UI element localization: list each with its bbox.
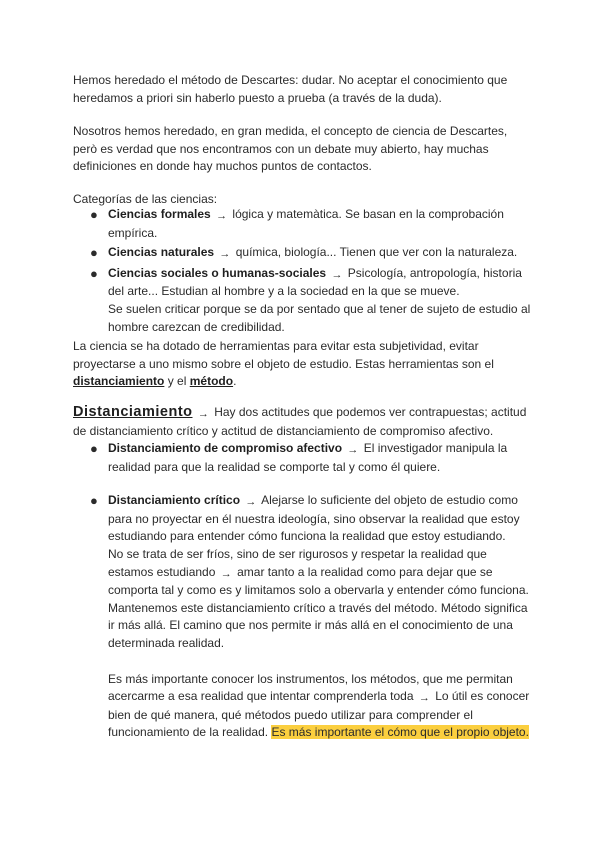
categories-list	[90, 206, 533, 338]
paragraph-science-concept: Nosotros hemos heredado, en gran medida, el concepto de ciencia de Descartes, però es verdad que nos encontramos con un debate muy abierto, hay muchas definiciones en donde hay muchos puntos de contactos.	[73, 124, 508, 174]
bullet-icon: ●	[90, 207, 98, 222]
list-item-natural-sciences	[90, 244, 533, 263]
highlighted-conclusion: Es más importante el cómo que el propio objeto.	[271, 725, 529, 740]
arrow-icon: →	[216, 210, 228, 222]
term-natural-sciences: Ciencias naturales	[108, 245, 215, 260]
tools-end: .	[233, 374, 237, 389]
arrow-icon: →	[418, 692, 430, 705]
term-distanciamiento-critico: Distanciamiento crítico	[108, 493, 241, 508]
term-metodo: método	[189, 374, 234, 389]
paragraph-descartes-method: Hemos heredado el método de Descartes: dudar. No aceptar el conocimiento que heredamos a priori sin haberlo puesto a prueba (a través de la duda).	[73, 73, 508, 105]
categories-intro: Categorías de las ciencias:	[73, 192, 218, 206]
rigor-text-a: No se trata de ser fríos, sino de ser rigurosos y respetar la realidad que estamos estudiando	[108, 546, 487, 579]
term-distanciamiento: distanciamiento	[73, 374, 165, 389]
paragraph-tools	[73, 338, 533, 391]
list-item-distanciamiento-critico	[90, 492, 533, 742]
tools-text: La ciencia se ha dotado de herramientas para evitar esta subjetividad, evitar proyectarse a uno mismo sobre el objeto de estudio. Estas herramientas son el	[73, 339, 494, 371]
desc-formal-sciences: lógica y matemàtica. Se basan en la comprobación empírica.	[108, 207, 504, 240]
desc-distanciamiento-critico: Alejarse lo suficiente del objeto de estudio como para no proyectar en él nuestra ideología, sino observar la realidad que estoy estudiando para entender cómo funciona la realidad que estoy estudiando.	[108, 493, 520, 544]
method-paragraph: Mantenemos este distanciamiento crítico a través del método. Método significa ir más allá. El camino que nos permite ir más allá en el conocimiento de una determinada realidad.	[108, 600, 528, 650]
social-sciences-criticism: Se suelen criticar porque se da por sentado que al tener de sujeto de estudio al hombre carezcan de credibilidad.	[108, 301, 531, 334]
arrow-icon: →	[220, 567, 232, 580]
term-social-sciences: Ciencias sociales o humanas-sociales	[108, 265, 327, 280]
desc-natural-sciences: química, biología... Tienen que ver con la naturaleza.	[235, 245, 518, 260]
bullet-icon: ●	[90, 493, 98, 509]
distanciamiento-list	[90, 440, 533, 742]
instruments-text-b: Lo útil es conocer bien de qué manera, qué métodos puedo utilizar para comprender el funcionamiento de la realidad.	[108, 689, 530, 740]
list-item-social-sciences	[90, 265, 533, 336]
desc-compromiso-afectivo: El investigador manipula la realidad para que la realidad se comporte tal y como él quiere.	[108, 441, 508, 474]
tools-connector: y el	[167, 374, 187, 389]
bullet-icon: ●	[90, 245, 98, 261]
rigor-paragraph	[108, 546, 533, 600]
term-formal-sciences: Ciencias formales	[108, 207, 211, 221]
arrow-icon: →	[245, 496, 257, 509]
instruments-text-a: Es más importante conocer los instrumentos, los métodos, que me permitan acercarme a esa realidad que intentar comprenderla toda	[108, 671, 513, 704]
distanciamiento-text: Hay dos actitudes que podemos ver contrapuestas; actitud de distanciamiento crítico y actitud de distanciamiento de compromiso afectivo.	[73, 405, 527, 438]
rigor-text-b: amar tanto a la realidad como para dejar que se comporta tal y como es y limitamos solo a obervarla y entender cómo funciona.	[108, 564, 529, 598]
arrow-icon: →	[347, 444, 359, 456]
arrow-icon: →	[219, 248, 231, 261]
list-item-compromiso-afectivo	[90, 440, 533, 476]
instruments-paragraph	[108, 671, 533, 742]
term-compromiso-afectivo: Distanciamiento de compromiso afectivo	[108, 441, 343, 455]
bullet-icon: ●	[90, 441, 98, 456]
arrow-icon: →	[197, 408, 209, 420]
distanciamiento-intro	[73, 404, 533, 440]
bullet-icon: ●	[90, 265, 98, 281]
arrow-icon: →	[331, 268, 343, 281]
desc-social-sciences: Psicología, antropología, historia del arte... Estudian al hombre y a la sociedad en la que se mueve.	[108, 265, 522, 299]
section-heading: Distanciamiento	[73, 404, 193, 420]
list-item-formal-sciences	[90, 206, 533, 242]
